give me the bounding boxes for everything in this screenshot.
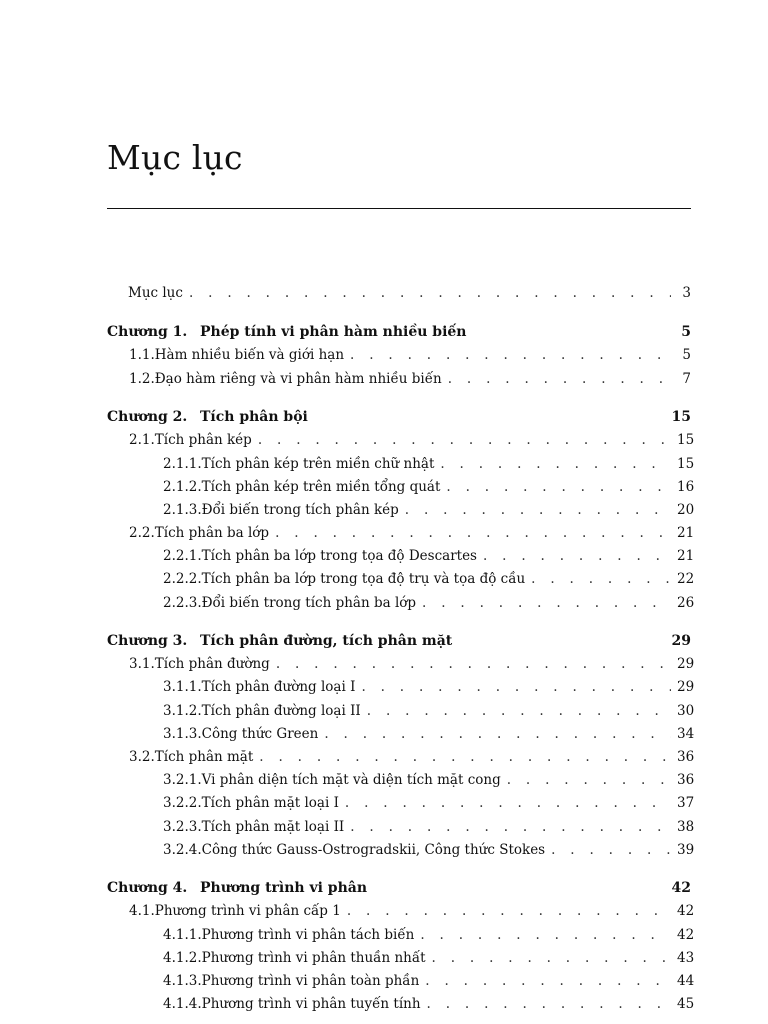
subsection-number: 2.1.3. <box>163 502 202 518</box>
section-number: 2.1. <box>129 432 155 448</box>
toc-section-1-2[interactable] <box>129 369 691 389</box>
toc-subsection-3-2-2[interactable] <box>163 793 695 813</box>
dot-leader <box>420 925 671 945</box>
subsection-number: 4.1.3. <box>163 973 202 989</box>
dot-leader <box>440 454 671 474</box>
subsection-page: 45 <box>677 996 695 1012</box>
toc-subsection-4-1-3[interactable] <box>163 971 695 991</box>
subsection-number: 3.1.3. <box>163 726 202 742</box>
dot-leader <box>446 477 671 497</box>
dot-leader <box>405 500 671 520</box>
subsection-title: Vi phân diện tích mặt và diện tích mặt cong <box>201 772 501 788</box>
section-page: 21 <box>677 525 695 541</box>
section-page: 36 <box>677 749 695 765</box>
subsection-page: 39 <box>677 842 695 858</box>
toc-chapter-4[interactable] <box>107 878 691 898</box>
toc-subsection-3-1-2[interactable] <box>163 701 695 721</box>
toc-subsection-4-1-4[interactable] <box>163 994 695 1014</box>
toc-chapter-2[interactable] <box>107 407 691 427</box>
section-page: 42 <box>677 903 695 919</box>
toc-subsection-3-1-3[interactable] <box>163 724 695 744</box>
subsection-number: 4.1.1. <box>163 927 202 943</box>
toc-chapter-3[interactable] <box>107 631 691 651</box>
chapter-title: Tích phân đường, tích phân mặt <box>200 633 453 649</box>
section-title: Tích phân ba lớp <box>154 525 270 541</box>
subsection-title: Tích phân đường loại I <box>201 679 356 695</box>
dot-leader <box>324 724 671 744</box>
section-title: Tích phân mặt <box>154 749 254 765</box>
toc-subsection-2-1-3[interactable] <box>163 500 695 520</box>
subsection-title: Phương trình vi phân toàn phần <box>201 973 420 989</box>
chapter-page: 29 <box>671 633 691 649</box>
section-page: 15 <box>677 432 695 448</box>
toc-section-3-1[interactable] <box>129 654 695 674</box>
chapter-page: 15 <box>671 409 691 425</box>
subsection-title: Công thức Gauss-Ostrogradskii, Công thức Stokes <box>201 842 546 858</box>
subsection-title: Tích phân ba lớp trong tọa độ trụ và tọa độ cầu <box>201 571 526 587</box>
section-number: 3.1. <box>129 656 155 672</box>
toc-entry-title: Mục lục <box>128 285 183 301</box>
subsection-number: 4.1.2. <box>163 950 202 966</box>
dot-leader <box>259 747 671 767</box>
subsection-page: 20 <box>677 502 695 518</box>
subsection-number: 3.1.2. <box>163 703 202 719</box>
section-number: 1.2. <box>129 371 155 387</box>
section-page: 5 <box>682 347 691 363</box>
section-title: Tích phân kép <box>154 432 252 448</box>
chapter-number: Chương 2. <box>107 409 188 425</box>
toc-section-2-2[interactable] <box>129 523 695 543</box>
subsection-page: 29 <box>677 679 695 695</box>
dot-leader <box>483 546 671 566</box>
toc-subsection-4-1-1[interactable] <box>163 925 695 945</box>
subsection-number: 2.1.2. <box>163 479 202 495</box>
subsection-title: Đổi biến trong tích phân ba lớp <box>201 595 417 611</box>
chapter-page: 42 <box>671 880 691 896</box>
subsection-number: 2.1.1. <box>163 456 202 472</box>
subsection-number: 4.1.4. <box>163 996 202 1012</box>
subsection-title: Tích phân đường loại II <box>201 703 361 719</box>
page-title: Mục lục <box>107 138 243 177</box>
subsection-title: Phương trình vi phân tuyến tính <box>201 996 421 1012</box>
chapter-number: Chương 4. <box>107 880 188 896</box>
section-number: 4.1. <box>129 903 155 919</box>
chapter-title: Phép tính vi phân hàm nhiều biến <box>200 324 467 340</box>
dot-leader <box>425 971 671 991</box>
dot-leader <box>276 654 671 674</box>
subsection-number: 3.2.4. <box>163 842 202 858</box>
dot-leader <box>427 994 671 1014</box>
toc-subsection-3-2-3[interactable] <box>163 817 695 837</box>
subsection-page: 36 <box>677 772 695 788</box>
chapter-page: 5 <box>681 324 691 340</box>
subsection-page: 30 <box>677 703 695 719</box>
section-title: Tích phân đường <box>154 656 270 672</box>
subsection-title: Tích phân mặt loại I <box>201 795 339 811</box>
section-number: 2.2. <box>129 525 155 541</box>
chapter-title: Tích phân bội <box>200 409 308 425</box>
toc-entry-page: 3 <box>682 285 691 301</box>
subsection-number: 3.2.2. <box>163 795 202 811</box>
dot-leader <box>531 569 671 589</box>
toc-subsection-3-2-1[interactable] <box>163 770 695 790</box>
subsection-page: 34 <box>677 726 695 742</box>
dot-leader <box>507 770 671 790</box>
dot-leader <box>361 677 671 697</box>
section-page: 29 <box>677 656 695 672</box>
toc-subsection-3-1-1[interactable] <box>163 677 695 697</box>
toc-section-2-1[interactable] <box>129 430 695 450</box>
dot-leader <box>367 701 671 721</box>
dot-leader <box>275 523 671 543</box>
subsection-page: 21 <box>677 548 695 564</box>
dot-leader <box>551 840 671 860</box>
subsection-number: 3.2.3. <box>163 819 202 835</box>
toc-entry-front[interactable] <box>128 283 691 303</box>
subsection-title: Phương trình vi phân thuần nhất <box>201 950 426 966</box>
subsection-number: 3.1.1. <box>163 679 202 695</box>
subsection-number: 2.2.2. <box>163 571 202 587</box>
dot-leader <box>350 345 671 365</box>
dot-leader <box>422 593 671 613</box>
subsection-page: 22 <box>677 571 695 587</box>
toc-section-1-1[interactable] <box>129 345 691 365</box>
section-title: Hàm nhiều biến và giới hạn <box>154 347 345 363</box>
subsection-title: Tích phân mặt loại II <box>201 819 345 835</box>
subsection-title: Phương trình vi phân tách biến <box>201 927 415 943</box>
subsection-number: 2.2.3. <box>163 595 202 611</box>
subsection-number: 2.2.1. <box>163 548 202 564</box>
subsection-page: 15 <box>677 456 695 472</box>
dot-leader <box>345 793 671 813</box>
subsection-page: 38 <box>677 819 695 835</box>
subsection-page: 44 <box>677 973 695 989</box>
subsection-page: 16 <box>677 479 695 495</box>
section-number: 1.1. <box>129 347 155 363</box>
subsection-title: Công thức Green <box>201 726 319 742</box>
chapter-title: Phương trình vi phân <box>200 880 368 896</box>
toc-chapter-1[interactable] <box>107 322 691 342</box>
toc-section-4-1[interactable] <box>129 901 695 921</box>
chapter-number: Chương 1. <box>107 324 188 340</box>
toc-subsection-2-2-3[interactable] <box>163 593 695 613</box>
subsection-title: Tích phân ba lớp trong tọa độ Descartes <box>201 548 477 564</box>
toc-subsection-2-2-1[interactable] <box>163 546 695 566</box>
subsection-title: Tích phân kép trên miền tổng quát <box>201 479 441 495</box>
subsection-page: 37 <box>677 795 695 811</box>
subsection-title: Đổi biến trong tích phân kép <box>201 502 399 518</box>
chapter-number: Chương 3. <box>107 633 188 649</box>
dot-leader <box>258 430 671 450</box>
dot-leader <box>448 369 671 389</box>
subsection-page: 42 <box>677 927 695 943</box>
subsection-page: 26 <box>677 595 695 611</box>
toc-subsection-2-1-1[interactable] <box>163 454 695 474</box>
toc-subsection-3-2-4[interactable] <box>163 840 695 860</box>
title-divider <box>107 208 691 209</box>
section-title: Đạo hàm riêng và vi phân hàm nhiều biến <box>154 371 442 387</box>
subsection-page: 43 <box>677 950 695 966</box>
section-title: Phương trình vi phân cấp 1 <box>154 903 341 919</box>
subsection-number: 3.2.1. <box>163 772 202 788</box>
dot-leader <box>189 283 671 303</box>
dot-leader <box>350 817 671 837</box>
section-number: 3.2. <box>129 749 155 765</box>
subsection-title: Tích phân kép trên miền chữ nhật <box>201 456 435 472</box>
toc-section-3-2[interactable] <box>129 747 695 767</box>
dot-leader <box>347 901 671 921</box>
toc-subsection-4-1-2[interactable] <box>163 948 695 968</box>
dot-leader <box>432 948 671 968</box>
section-page: 7 <box>682 371 691 387</box>
toc-subsection-2-2-2[interactable] <box>163 569 695 589</box>
toc-subsection-2-1-2[interactable] <box>163 477 695 497</box>
